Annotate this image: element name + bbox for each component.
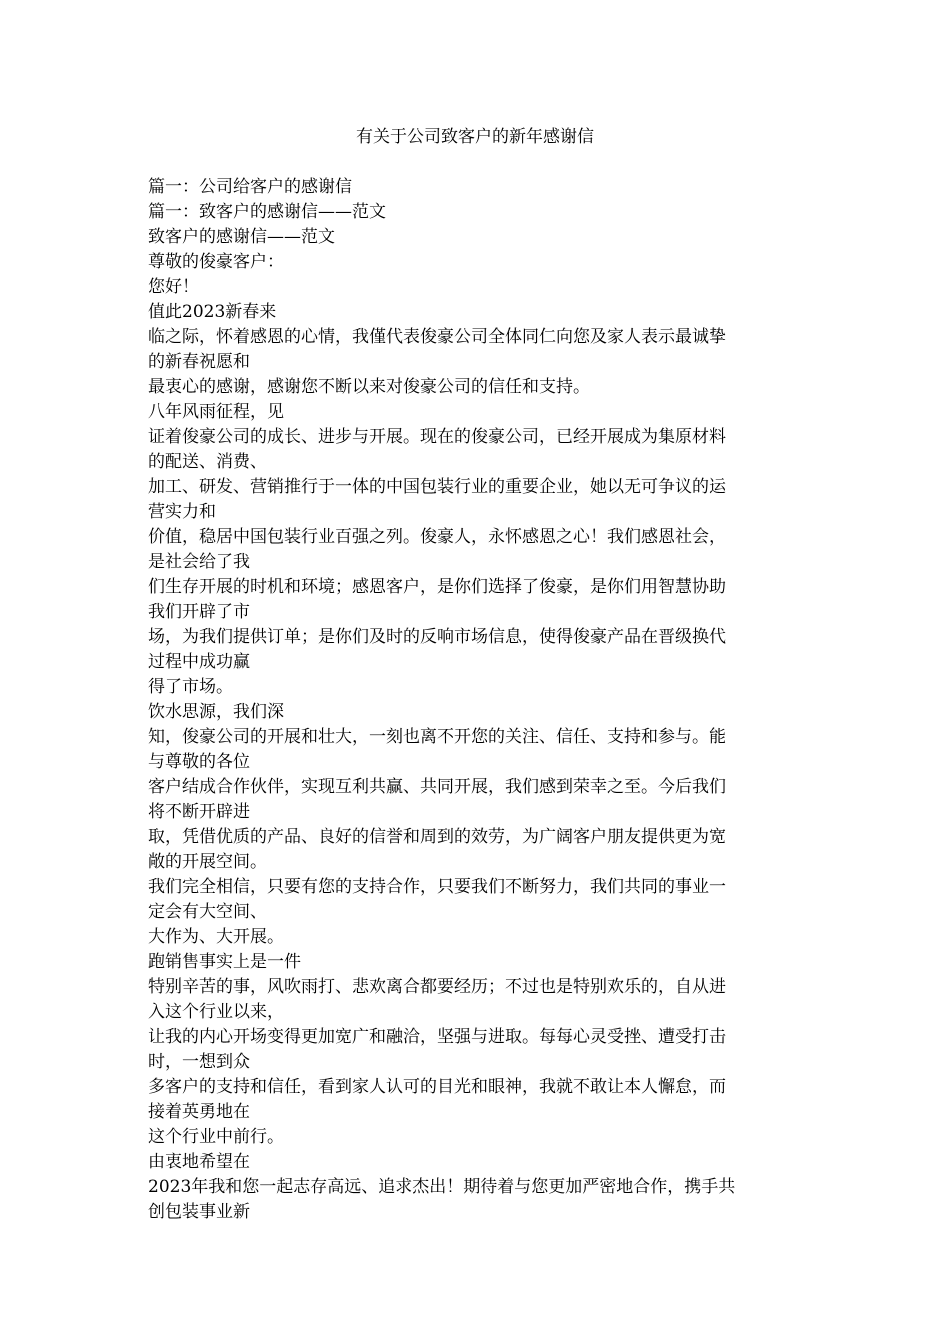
text-line: 定会有大空间、	[148, 902, 267, 922]
text-line: 接着英勇地在	[148, 1102, 250, 1122]
text-line: 这个行业中前行。	[148, 1127, 284, 1147]
text-line: 创包装事业新	[148, 1202, 250, 1222]
text-line: 得了市场。	[148, 677, 233, 697]
text-line: 致客户的感谢信——范文	[148, 227, 335, 247]
text-line: 客户结成合作伙伴，实现互利共赢、共同开展，我们感到荣幸之至。今后我们	[148, 777, 726, 797]
text-line: 篇一：公司给客户的感谢信	[148, 177, 352, 197]
text-line: 过程中成功赢	[148, 652, 250, 672]
text-line: 加工、研发、营销推行于一体的中国包装行业的重要企业，她以无可争议的运	[148, 477, 726, 497]
text-line: 2023年我和您一起志存高远、追求杰出！期待着与您更加严密地合作，携手共	[148, 1177, 736, 1197]
text-line: 时，一想到众	[148, 1052, 250, 1072]
text-line: 跑销售事实上是一件	[148, 952, 301, 972]
text-line: 临之际，怀着感恩的心情，我僅代表俊豪公司全体同仁向您及家人表示最诚挚	[148, 327, 726, 347]
document-body	[148, 175, 803, 1225]
text-line: 与尊敬的各位	[148, 752, 250, 772]
text-line: 将不断开辟进	[148, 802, 250, 822]
text-line: 值此2023新春来	[148, 302, 277, 322]
text-line: 入这个行业以来，	[148, 1002, 284, 1022]
text-line: 我们完全相信，只要有您的支持合作，只要我们不断努力，我们共同的事业一	[148, 877, 726, 897]
text-line: 尊敬的俊豪客户：	[148, 252, 284, 272]
document-title: 有关于公司致客户的新年感谢信	[356, 127, 594, 147]
text-line: 价值，稳居中国包装行业百强之列。俊豪人，永怀感恩之心！我们感恩社会，	[148, 527, 726, 547]
text-line: 篇一：致客户的感谢信——范文	[148, 202, 386, 222]
text-line: 证着俊豪公司的成长、进步与开展。现在的俊豪公司，已经开展成为集原材料	[148, 427, 726, 447]
text-line: 营实力和	[148, 502, 216, 522]
text-line: 的配送、消费、	[148, 452, 267, 472]
text-line: 最衷心的感谢，感谢您不断以来对俊豪公司的信任和支持。	[148, 377, 590, 397]
text-line: 让我的内心开场变得更加宽广和融洽，坚强与进取。每每心灵受挫、遭受打击	[148, 1027, 726, 1047]
text-line: 场，为我们提供订单；是你们及时的反响市场信息，使得俊豪产品在晋级换代	[148, 627, 726, 647]
text-line: 大作为、大开展。	[148, 927, 284, 947]
text-line: 八年风雨征程，见	[148, 402, 284, 422]
text-line: 我们开辟了市	[148, 602, 250, 622]
text-line: 由衷地希望在	[148, 1152, 250, 1172]
text-line: 多客户的支持和信任，看到家人认可的目光和眼神，我就不敢让本人懈怠，而	[148, 1077, 726, 1097]
text-line: 敞的开展空间。	[148, 852, 267, 872]
text-line: 知，俊豪公司的开展和壮大，一刻也离不开您的关注、信任、支持和参与。能	[148, 727, 726, 747]
text-line: 特别辛苦的事，风吹雨打、悲欢离合都要经历；不过也是特别欢乐的，自从进	[148, 977, 726, 997]
text-line: 们生存开展的时机和环境；感恩客户，是你们选择了俊豪，是你们用智慧协助	[148, 577, 726, 597]
text-line: 是社会给了我	[148, 552, 250, 572]
text-line: 饮水思源，我们深	[148, 702, 284, 722]
text-line: 的新春祝愿和	[148, 352, 250, 372]
text-line: 取，凭借优质的产品、良好的信誉和周到的效劳，为广阔客户朋友提供更为宽	[148, 827, 726, 847]
text-line: 您好！	[148, 277, 199, 297]
